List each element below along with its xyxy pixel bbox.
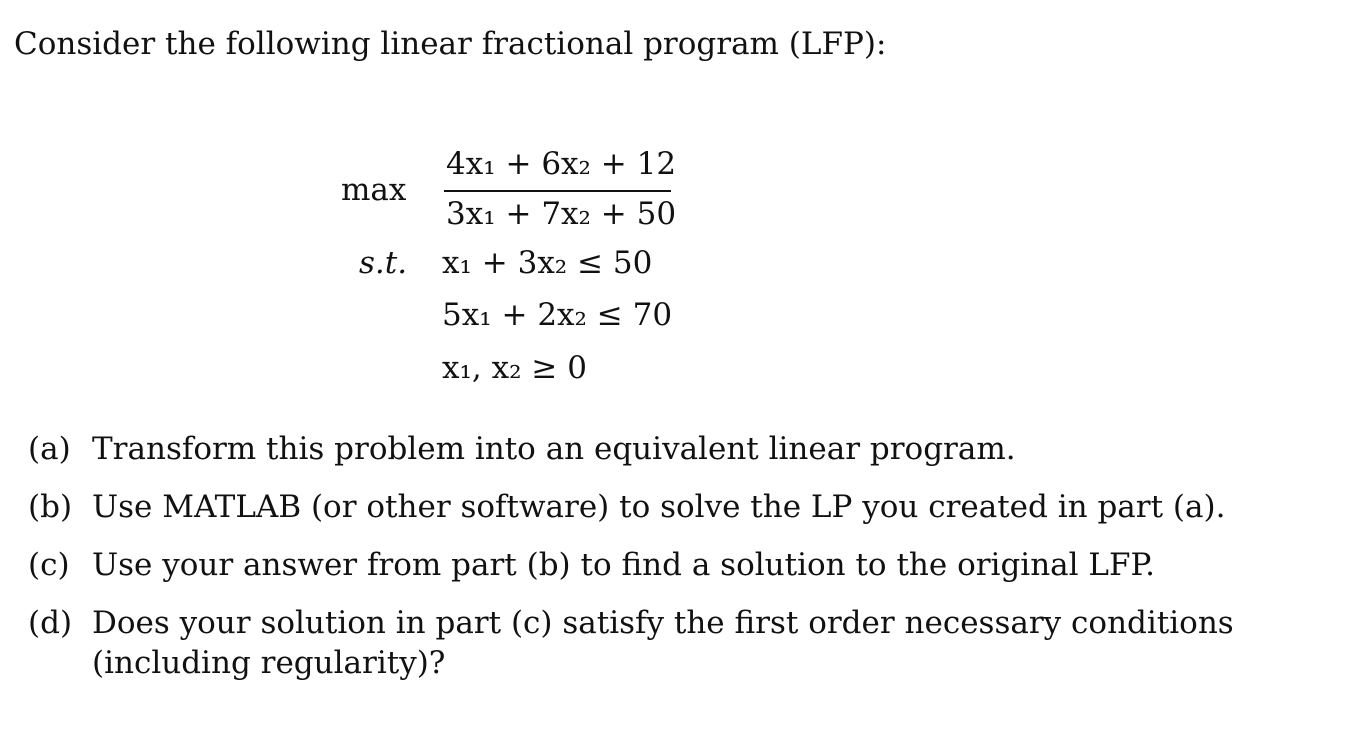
- subject-to-label: s.t.: [359, 245, 408, 281]
- constraint-1: x₁ + 3x₂ ≤ 50: [442, 245, 653, 281]
- objective-denominator: 3x₁ + 7x₂ + 50: [446, 196, 677, 232]
- max-label: max: [341, 172, 407, 208]
- part-a-text: Transform this problem into an equivalent linear program.: [92, 431, 1016, 467]
- part-d-text: Does your solution in part (c) satisfy the first order necessary conditions (including regularity)?: [92, 605, 1234, 681]
- constraint-nonnegativity: x₁, x₂ ≥ 0: [442, 350, 587, 386]
- part-b-tag: (b): [28, 489, 73, 525]
- intro-text: Consider the following linear fractional program (LFP):: [14, 26, 887, 62]
- part-a-tag: (a): [28, 431, 71, 467]
- objective-numerator: 4x₁ + 6x₂ + 12: [446, 146, 677, 182]
- part-b-text: Use MATLAB (or other software) to solve the LP you created in part (a).: [92, 489, 1226, 525]
- constraint-2: 5x₁ + 2x₂ ≤ 70: [442, 297, 673, 333]
- part-d-tag: (d): [28, 605, 73, 641]
- part-c-tag: (c): [28, 547, 70, 583]
- fraction-bar: [444, 190, 671, 192]
- part-c-text: Use your answer from part (b) to find a solution to the original LFP.: [92, 547, 1155, 583]
